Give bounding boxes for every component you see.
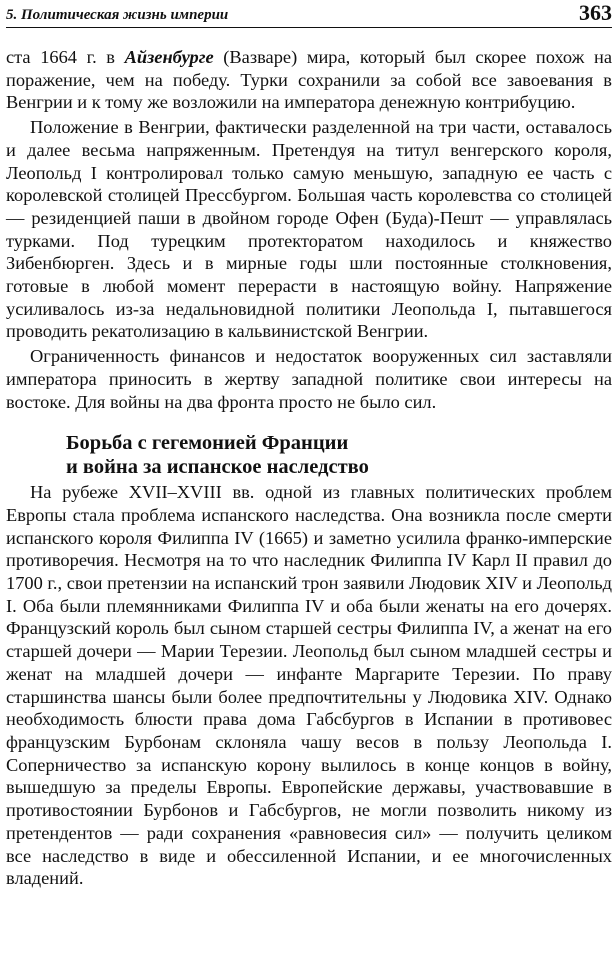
page-number: 363 — [579, 0, 612, 25]
section-heading-line-1: Борьба с гегемонией Франции — [66, 432, 349, 455]
place-name-emphasis: Айзенбурге — [124, 47, 214, 67]
paragraph-1-rest: (Вазваре) мира, который был скорее похож на поражение, чем на победу. Турки сохранили за собой все завоевания в Венгрии и к тому же возложили на императора денежную контрибуцию. — [6, 47, 613, 113]
running-title: 5. Политическая жизнь империи — [6, 7, 229, 23]
paragraph-continued — [6, 46, 612, 114]
running-header — [6, 0, 612, 28]
section-heading-line-2: и война за испанское наследство — [66, 456, 369, 479]
paragraph-1-start: ста 1664 г. в — [6, 47, 125, 67]
paragraph-spanish-succession: На рубеже XVII–XVIII вв. одной из главных политических проблем Европы стала проблема испанского наследства. Она возникла после смерти испанского короля Филиппа IV (1665) и заметно усилила франко-имперские противоречия. Несмотря на то что наследник Филиппа IV Карл II правил до 1700 г., свои претензии на испанский трон заявили Людовик XIV и Леопольд I. Оба были племянниками Филиппа IV и оба были женаты на его дочерях. Французский король был сыном старшей сестры Филиппа IV, а женат на его старшей дочери — Марии Терезии. Леопольд был сыном младшей сестры и женат на младшей дочери — инфанте Маргарите Терезии. По праву старшинства шансы были более предпочтительны у Людовика XIV. Однако необходимость блюсти права дома Габсбургов в Испании в противовес французским Бурбонам склоняла чашу весов в пользу Леопольда I. Соперничество за испанскую корону вылилось в конце концов в войну, вышедшую за пределы Европы. Европейские державы, участвовавшие в противостоянии Бурбонов и Габсбургов, не могли позволить никому из претендентов — ради сохранения «равновесия сил» — получить целиком все наследство в виде и обессиленной Испании, и ее многочисленных владений. — [6, 482, 612, 889]
paragraph-hungary-situation: Положение в Венгрии, фактически разделенной на три части, оставалось и далее весьма напряженным. Претендуя на титул венгерского короля, Леопольд I контролировал только самую меньшую, западную ее часть с королевской столицей Прессбургом. Большая часть королевства со столицей — резиденцией паши в двойном городе Офен (Буда)-Пешт — управлялась турками. Под турецким протекторатом находилось и княжество Зибенбюрген. Здесь и в мирные годы шли постоянные столкновения, готовые в любой момент перерасти в настоящую войну. Напряжение усиливалось из-за недальновидной политики Леопольда I, пытавшегося проводить рекатолизацию в кальвинистской Венгрии. — [6, 117, 612, 342]
section-heading — [6, 431, 612, 479]
paragraph-two-fronts: Ограниченность финансов и недостаток вооруженных сил заставляли императора приносить в жертву западной политике свои интересы на востоке. Для войны на два фронта просто не было сил. — [6, 346, 612, 412]
